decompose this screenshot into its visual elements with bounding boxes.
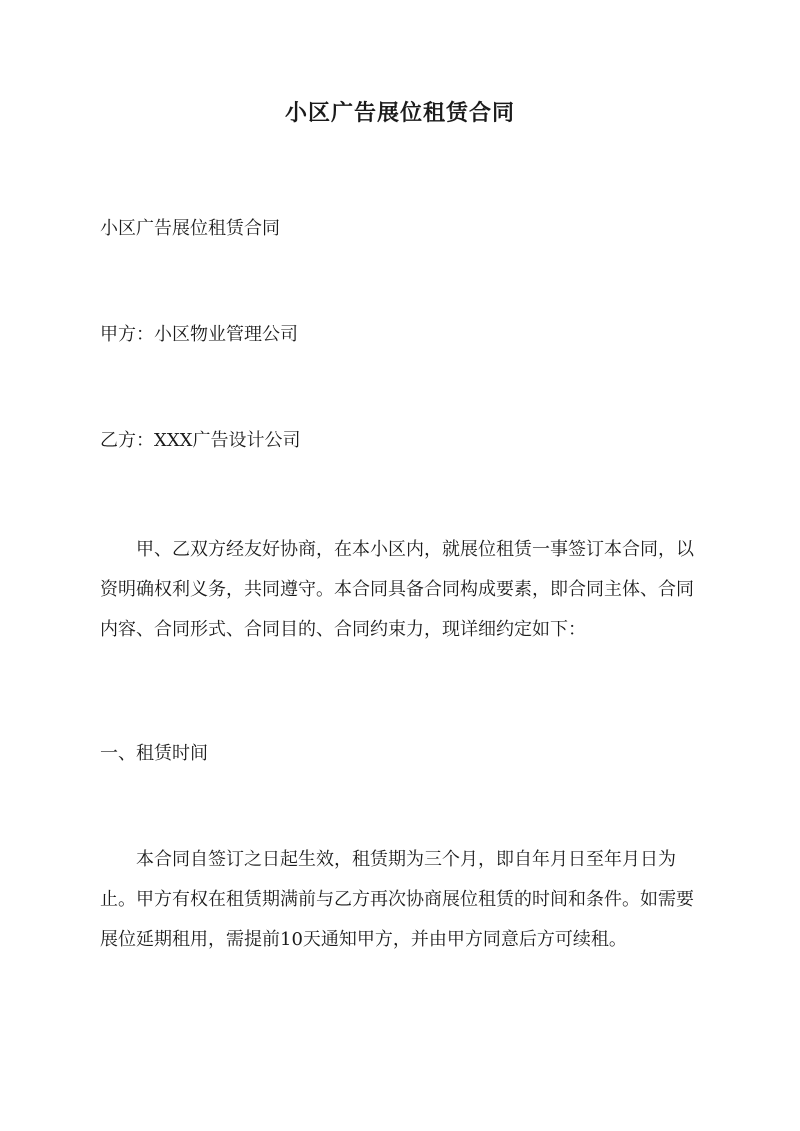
section-1-heading: 一、租赁时间 xyxy=(100,743,208,764)
contract-subtitle: 小区广告展位租赁合同 xyxy=(100,218,280,239)
party-b-line: 乙方：XXX广告设计公司 xyxy=(100,430,301,451)
document-title: 小区广告展位租赁合同 xyxy=(284,100,515,126)
preamble-paragraph: 甲、乙双方经友好协商，在本小区内，就展位租赁一事签订本合同，以资明确权利义务，共同遵守。本合同具备合同构成要素，即合同主体、合同内容、合同形式、合同目的、合同约束力，现详细约定如下： xyxy=(100,539,694,640)
party-a-line: 甲方：小区物业管理公司 xyxy=(100,324,298,345)
section-1-body: 本合同自签订之日起生效，租赁期为三个月，即自年月日至年月日为止。甲方有权在租赁期满前与乙方再次协商展位租赁的时间和条件。如需要展位延期租用，需提前10天通知甲方，并由甲方同意后方可续租。 xyxy=(100,849,694,950)
